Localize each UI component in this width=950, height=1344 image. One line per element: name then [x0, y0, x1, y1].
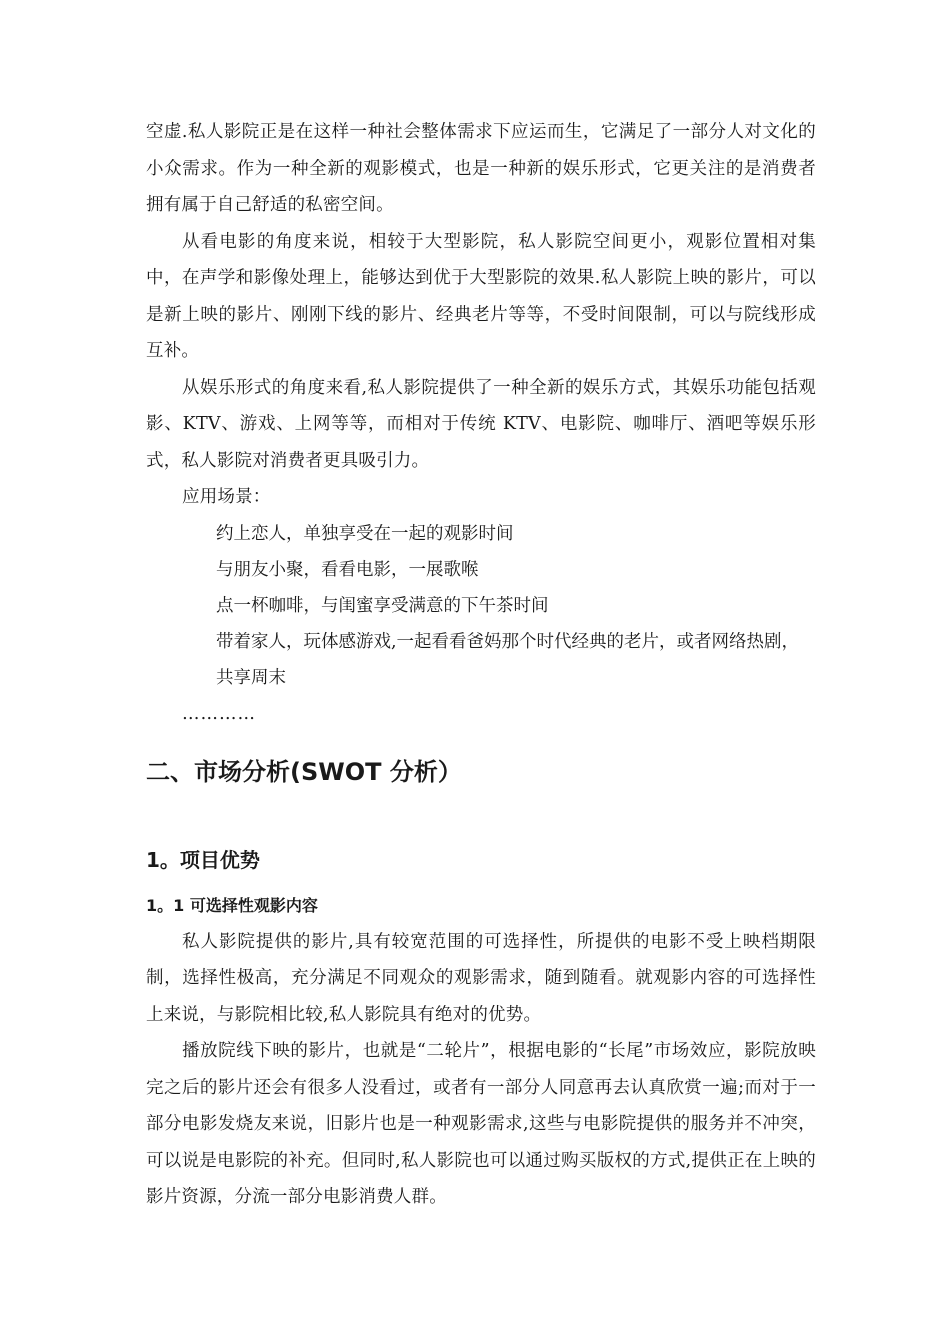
ellipsis: ………… — [182, 703, 256, 724]
paragraph-entertainment-perspective: 从娱乐形式的角度来看,私人影院提供了一种全新的娱乐方式，其娱乐功能包括观影、KTV、游戏、上网等等，而相对于传统 KTV、电影院、咖啡厅、酒吧等娱乐形式，私人影院对消费者更具吸引力。 — [146, 377, 816, 471]
document-body — [146, 114, 816, 1216]
list-item — [146, 552, 816, 588]
section-heading: 二、市场分析(SWOT 分析） — [146, 757, 462, 786]
paragraph-second-run: 播放院线下映的影片，也就是“二轮片”，根据电影的“长尾”市场效应，影院放映完之后的影片还会有很多人没看过，或者有一部分人同意再去认真欣赏一遍;而对于一部分电影发烧友来说，旧影片也是一种观影需求,这些与电影院提供的服务并不冲突，可以说是电影院的补充。但同时,私人影院也可以通过购买版权的方式,提供正在上映的影片资源，分流一部分电影消费人群。 — [146, 1041, 816, 1207]
subsection-heading: 1。项目优势 — [146, 847, 260, 872]
list-item-text: 约上恋人，单独享受在一起的观影时间 — [216, 523, 514, 544]
list-item-text: 与朋友小聚，看看电影，一展歌喉 — [216, 559, 479, 580]
scenarios-label: 应用场景： — [182, 487, 271, 507]
paragraph-content-choice: 私人影院提供的影片,具有较宽范围的可选择性，所提供的电影不受上映档期限制，选择性极高，充分满足不同观众的观影需求，随到随看。就观影内容的可选择性上来说，与影院相比较,私人影院具有绝对的优势。 — [146, 931, 816, 1025]
list-item — [146, 624, 816, 696]
subsubsection-heading: 1。1 可选择性观影内容 — [146, 895, 318, 915]
paragraph-intro-continuation: 空虚.私人影院正是在这样一种社会整体需求下应运而生，它满足了一部分人对文化的小众需求。作为一种全新的观影模式，也是一种新的娱乐形式，它更关注的是消费者拥有属于自己舒适的私密空间。 — [146, 122, 816, 215]
scenario-list — [146, 516, 816, 696]
list-item — [146, 516, 816, 552]
list-item-text: 点一杯咖啡，与闺蜜享受满意的下午茶时间 — [216, 595, 549, 616]
list-item-text: 带着家人，玩体感游戏,一起看看爸妈那个时代经典的老片，或者网络热剧，共享周末 — [216, 631, 800, 688]
list-item — [146, 588, 816, 624]
paragraph-movie-perspective: 从看电影的角度来说，相较于大型影院，私人影院空间更小，观影位置相对集中，在声学和影像处理上，能够达到优于大型影院的效果.私人影院上映的影片，可以是新上映的影片、刚刚下线的影片、经典老片等等，不受时间限制，可以与院线形成互补。 — [146, 231, 816, 361]
